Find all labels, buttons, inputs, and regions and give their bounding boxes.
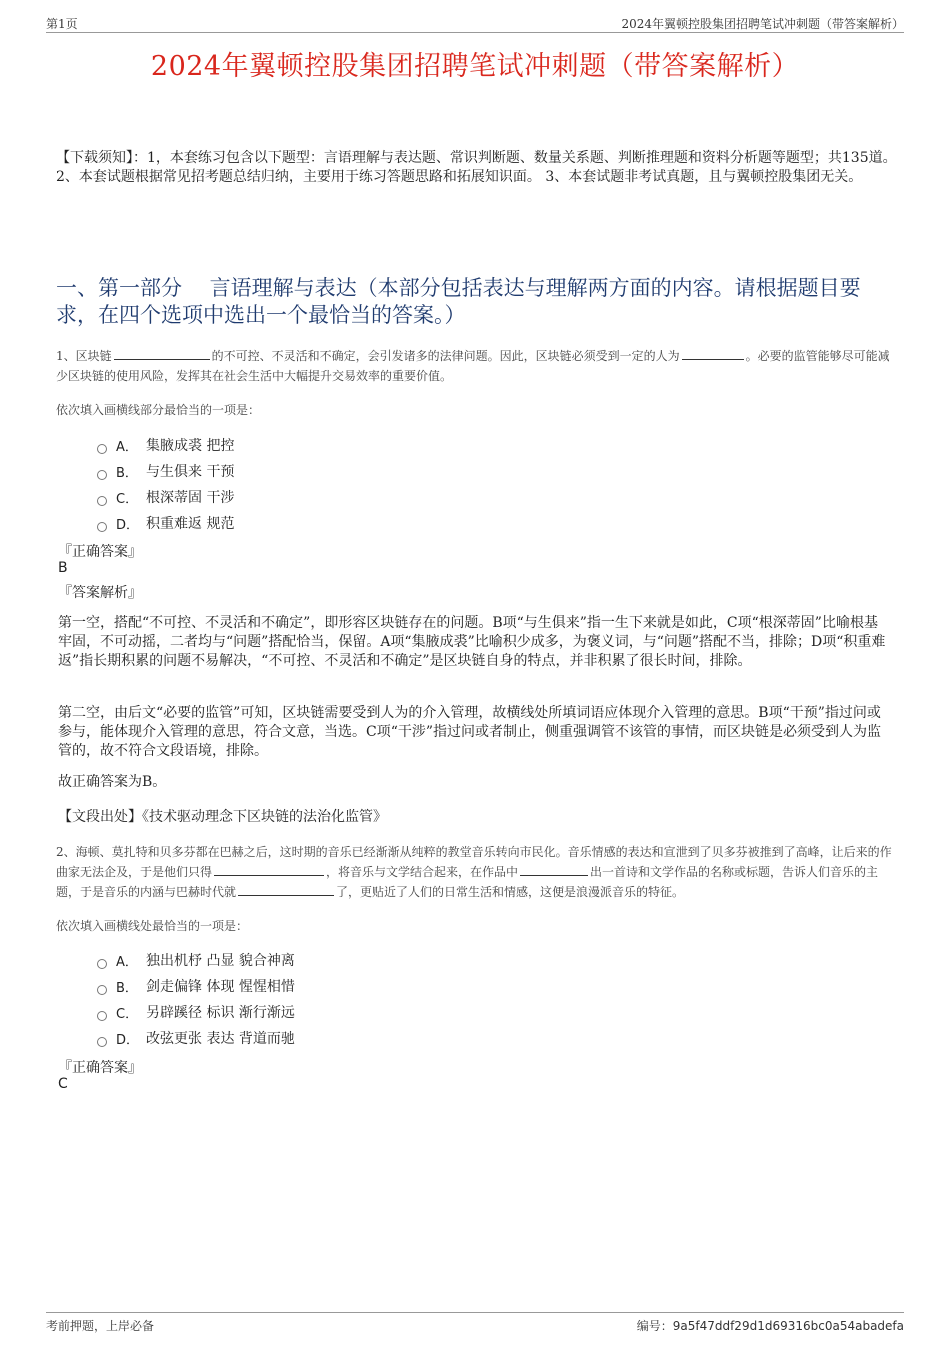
page-number: 第1页 [46, 17, 78, 31]
answer-blank [114, 346, 210, 360]
question-1-prompt: 依次填入画横线部分最恰当的一项是： [56, 403, 261, 417]
question-1-options [97, 432, 234, 536]
footer-slogan: 考前押题，上岸必备 [46, 1319, 155, 1333]
radio-icon[interactable] [97, 1037, 107, 1047]
option-c[interactable]: C． 另辟蹊径 标识 渐行渐远 [97, 999, 295, 1025]
radio-icon[interactable] [97, 470, 107, 480]
question-2-options [97, 947, 295, 1051]
radio-icon[interactable] [97, 1011, 107, 1021]
page-title: 2024年翼顿控股集团招聘笔试冲刺题（带答案解析） [150, 51, 800, 82]
analysis-paragraph-2: 第二空，由后文“必要的监管”可知，区块链需要受到人为的介入管理，故横线处所填词语应体现介入管理的意思。B项“干预”指过问或参与，能体现介入管理的意思，符合文意，当选。C项“干涉”指过问或者制止，侧重强调管不该管的事情，而区块链是必须受到人为监管的，故不符合文段语境，排除。 [58, 705, 882, 759]
analysis-paragraph-1: 第一空，搭配“不可控、不灵活和不确定”，即形容区块链存在的问题。B项“与生俱来”指一生下来就是如此，C项“根深蒂固”比喻根基牢固，不可动摇，二者均与“问题”搭配恰当，保留。A项“集腋成裘”比喻积少成多，为褒义词，与“问题”搭配不当，排除；D项“积重难返”指长期积累的问题不易解决，“不可控、不灵活和不确定”是区块链自身的特点，并非积累了很长时间，排除。 [58, 615, 886, 669]
radio-icon[interactable] [97, 496, 107, 506]
page-header [46, 12, 904, 33]
analysis-label: 『答案解析』 [58, 585, 142, 601]
question-2-prompt: 依次填入画横线处最恰当的一项是： [56, 919, 249, 933]
footer-code: 编号：9a5f47ddf29d1d69316bc0a54abadefa [636, 1319, 904, 1333]
section-title: 一、第一部分 言语理解与表达（本部分包括表达与理解两方面的内容。请根据题目要求，在四个选项中选出一个最恰当的答案。） [56, 276, 861, 327]
option-a[interactable]: A． 集腋成裘 把控 [97, 432, 234, 458]
correct-answer-label: 『正确答案』 [58, 544, 142, 560]
option-d[interactable]: D． 改弦更张 表达 背道而驰 [97, 1025, 295, 1051]
option-c[interactable]: C． 根深蒂固 干涉 [97, 484, 234, 510]
question-2-text: 2、海顿、莫扎特和贝多芬都在巴赫之后，这时期的音乐已经渐渐从纯粹的教堂音乐转向市民化。音乐情感的表达和宣泄到了贝多芬被推到了高峰，让后来的作曲家无法企及，于是他们只得 ，将音乐与文学结合起来，在作品中 出一首诗和文学作品的名称或标题，告诉人们音乐的主题，于是音乐的内涵与巴赫时代就 了，更贴近了人们的日常生活和情感，这便是浪漫派音乐的特征。 [56, 845, 892, 899]
page-footer [46, 1312, 904, 1333]
radio-icon[interactable] [97, 959, 107, 969]
source-citation: 【文段出处】《技术驱动理念下区块链的法治化监管》 [58, 809, 387, 825]
answer-blank [214, 862, 324, 876]
option-a[interactable]: A． 独出机杼 凸显 貌合神离 [97, 947, 295, 973]
option-b[interactable]: B． 与生俱来 干预 [97, 458, 234, 484]
correct-answer: B [58, 560, 68, 576]
option-b[interactable]: B． 剑走偏锋 体现 惺惺相惜 [97, 973, 295, 999]
answer-blank [238, 882, 334, 896]
radio-icon[interactable] [97, 444, 107, 454]
radio-icon[interactable] [97, 985, 107, 995]
option-d[interactable]: D． 积重难返 规范 [97, 510, 234, 536]
radio-icon[interactable] [97, 522, 107, 532]
header-doc-title: 2024年翼顿控股集团招聘笔试冲刺题（带答案解析） [621, 17, 904, 31]
question-1-text: 1、区块链 的不可控、不灵活和不确定，会引发诸多的法律问题。因此，区块链必须受到一定的人为 。必要的监管能够尽可能减少区块链的使用风险，发挥其在社会生活中大幅提升交易效率的重要价值。 [56, 346, 898, 386]
analysis-conclusion: 故正确答案为B。 [58, 774, 167, 790]
answer-blank [682, 346, 744, 360]
correct-answer-label: 『正确答案』 [58, 1060, 142, 1076]
correct-answer: C [58, 1076, 68, 1092]
download-notice: 【下载须知】：1，本套练习包含以下题型：言语理解与表达题、常识判断题、数量关系题、判断推理题和资料分析题等题型；共135道。 2、本套试题根据常见招考题总结归纳，主要用于练习答题思路和拓展知识面。 3、本套试题非考试真题，且与翼顿控股集团无关。 [56, 150, 897, 185]
answer-blank [520, 862, 588, 876]
